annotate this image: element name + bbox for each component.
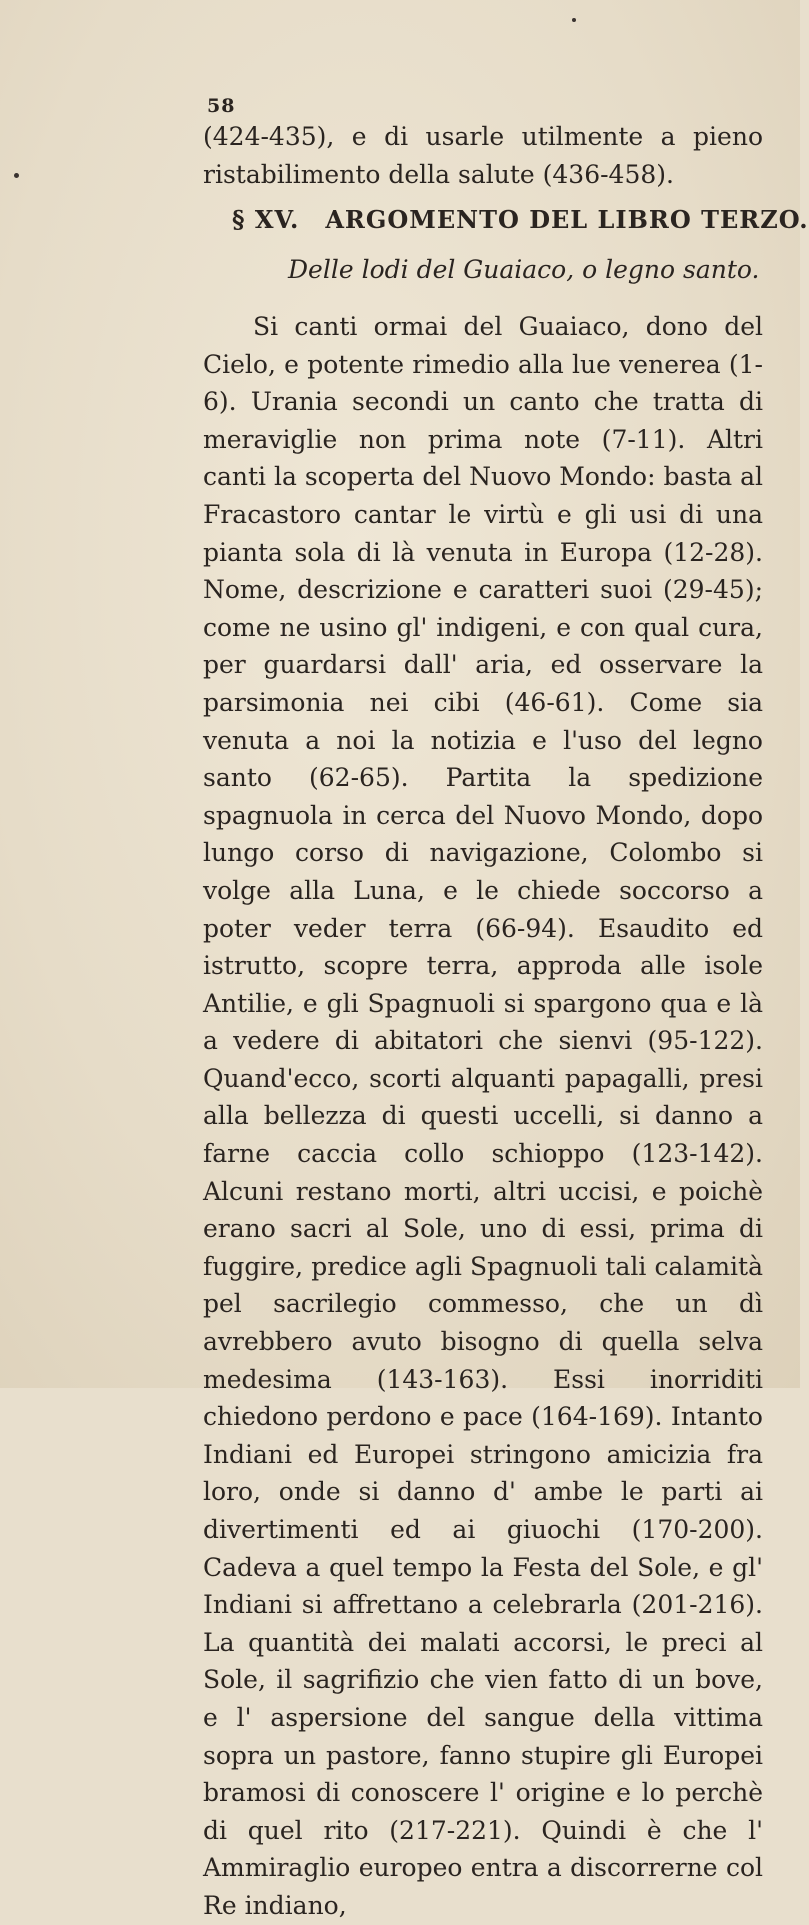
section-title: ARGOMENTO DEL LIBRO TERZO.: [325, 205, 809, 234]
paper-speck: [14, 173, 19, 178]
section-heading: [232, 205, 809, 234]
body-paragraph: Si canti ormai del Guaiaco, dono del Cielo, e potente rimedio alla lue venerea (1-6). Urania secondi un canto che tratta di meraviglie non prima note (7-11). Altri canti la scoperta del Nuovo Mondo: basta al Fracastoro cantar le virtù e gli usi di una pianta sola di là venuta in Europa (12-28). Nome, descrizione e caratteri suoi (29-45); come ne usino gl' indigeni, e con qual cura, per guardarsi dall' aria, ed osservare la parsimonia nei cibi (46-61). Come sia venuta a noi la notizia e l'uso del legno santo (62-65). Partita la spedizione spagnuola in cerca del Nuovo Mondo, dopo lungo corso di navigazione, Colombo si volge alla Luna, e le chiede soccorso a poter veder terra (66-94). Esaudito ed istrutto, scopre terra, approda alle isole Antilie, e gli Spagnuoli si spargono qua e là a vedere di abitatori che sienvi (95-122). Quand'ecco, scorti alquanti papagalli, presi alla bellezza di questi uccelli, si danno a farne caccia collo schioppo (123-142). Alcuni restano morti, altri uccisi, e poichè erano sacri al Sole, uno di essi, prima di fuggire, predice agli Spagnuoli tali calamità pel sacrilegio commesso, che un dì avrebbero avuto bisogno di quella selva medesima (143-163). Essi inorriditi chiedono perdono e pace (164-169). Intanto Indiani ed Europei stringono amicizia fra loro, onde si danno d' ambe le parti ai divertimenti ed ai giuochi (170-200). Cadeva a quel tempo la Festa del Sole, e gl' Indiani si affrettano a celebrarla (201-216). La quantità dei malati accorsi, le preci al Sole, il sagrifizio che vien fatto di un bove, e l' aspersione del sangue della vittima sopra un pastore, fanno stupire gli Europei bramosi di conoscere l' origine e lo perchè di quel rito (217-221). Quindi è che l' Ammiraglio europeo entra a discorrerne col Re indiano,: [203, 312, 763, 1920]
page-number: 58: [207, 95, 236, 117]
intro-text: (424-435), e di usarle utilmente a pieno ristabilimento della salute (436-458).: [203, 122, 763, 189]
section-subtitle: Delle lodi del Guaiaco, o legno santo.: [288, 255, 760, 284]
section-number: § XV.: [232, 205, 300, 234]
paper-speck: [572, 18, 576, 22]
